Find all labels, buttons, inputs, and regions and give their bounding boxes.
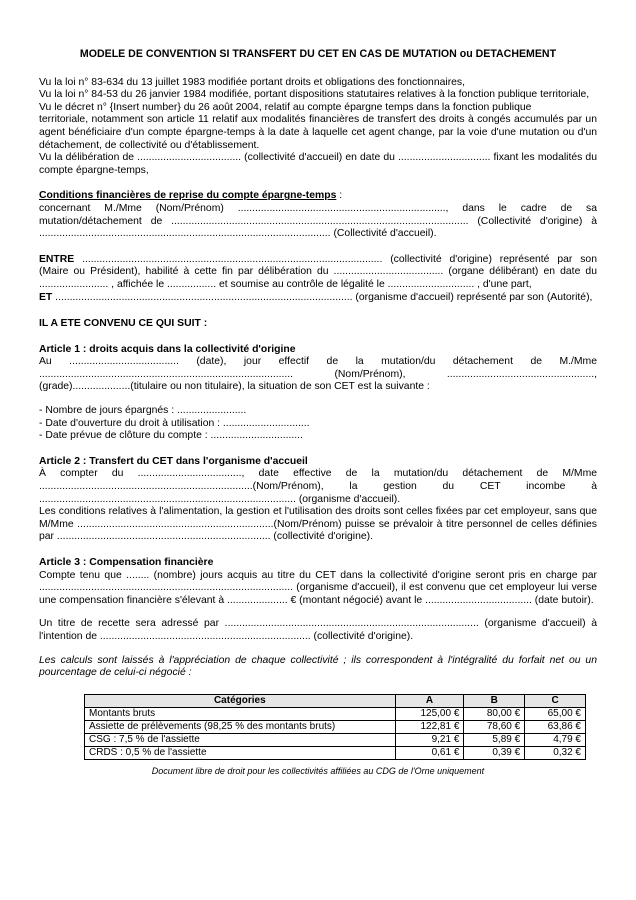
table-row: [85, 746, 586, 759]
convenu-heading: IL A ETE CONVENU CE QUI SUIT :: [39, 318, 208, 330]
document-footer: Document libre de droit pour les collectivités affiliées au CDG de l'Orne uniquement: [151, 765, 485, 776]
article-3-heading: Article 3 : Compensation financière: [39, 557, 214, 568]
table-cell: 78,60 €: [464, 720, 525, 733]
entre-label: ENTRE: [39, 253, 75, 265]
table-cell: 80,00 €: [464, 707, 525, 720]
preamble-line: Vu la délibération de .................................... (collectivité d'accueil) en date du ................................ fixant les modalités du compte épargne-temps,: [39, 152, 597, 176]
table-cell: Montants bruts: [85, 707, 396, 720]
article-3-text-2: Un titre de recette sera adressé par ........................................................................................ (organisme d'accueil) à l'intention de ......................................................................... (collectivité d'origine).: [39, 618, 597, 642]
table-cell: 4,79 €: [525, 733, 586, 746]
article-2: [39, 456, 597, 544]
preamble-line: Vu la loi n° 84-53 du 26 janvier 1984 modifiée, portant dispositions statutaires relatives à la fonction publique territoriale,: [39, 89, 590, 101]
table-cell: CSG : 7,5 % de l'assiette: [85, 733, 396, 746]
document-page: [39, 48, 597, 777]
column-header: A: [395, 694, 464, 707]
table-cell: 0,61 €: [395, 746, 464, 759]
article-1-item: - Date d'ouverture du droit à utilisation : ..............................: [39, 417, 310, 429]
article-2-text-1: À compter du ...................................., date effective de la mutation/du détachement de M/Mme ..........................................................................(Nom/Prénom), la gestion du CET incombe à ......................................................................................... (organisme d'accueil).: [39, 468, 597, 505]
column-header: B: [464, 694, 525, 707]
conditions-section: [39, 190, 597, 240]
table-header-row: [85, 694, 586, 707]
preamble: [39, 77, 597, 178]
compensation-table: [84, 694, 586, 760]
table-cell: CRDS : 0,5 % de l'assiette: [85, 746, 396, 759]
article-1-heading: Article 1 : droits acquis dans la collectivité d'origine: [39, 343, 296, 355]
parties-section: [39, 254, 597, 304]
et-label: ET: [39, 291, 53, 303]
entre-text: ........................................................................................................ (collectivité d'origine) représenté par son (Maire ou Président), habilité à cette fin par délibération du ...................................... (organe délibérant) en date du ........................ , affichée le ................. et soumise au contrôle de légalité le .............................. , d'une part,: [39, 253, 597, 290]
conditions-text: concernant M./Mme (Nom/Prénom) ........................................................................, dans le cadre de sa mutation/détachement de ....................................................................................................... (Collectivité d'origine) à ..................................................................................................... (Collectivité d'accueil).: [39, 202, 597, 240]
table-cell: 0,32 €: [525, 746, 586, 759]
table-row: [85, 707, 586, 720]
table-cell: Assiette de prélèvements (98,25 % des montants bruts): [85, 720, 396, 733]
document-title: MODELE DE CONVENTION SI TRANSFERT DU CET EN CAS DE MUTATION ou DETACHEMENT: [79, 48, 557, 60]
preamble-line: Vu la loi n° 83-634 du 13 juillet 1983 modifiée portant droits et obligations des fonctionnaires,: [39, 76, 466, 88]
conditions-heading: Conditions financières de reprise du compte épargne-temps: [39, 190, 337, 202]
table-cell: 0,39 €: [464, 746, 525, 759]
article-1-item: - Nombre de jours épargnés : ........................: [39, 405, 247, 417]
preamble-line: Vu le décret n° {Insert number} du 26 août 2004, relatif au compte épargne temps dans la fonction publique: [39, 101, 532, 113]
article-2-text-2: Les conditions relatives à l'alimentation, la gestion et l'utilisation des droits sont celles fixées par cet employeur, sans que M/Mme ....................................................................(Nom/Prénom) puisse se prévaloir à titre personnel de celles définies par .......................................................................... (collectivité d'origine).: [39, 506, 597, 543]
article-1-item: - Date prévue de clôture du compte : ................................: [39, 430, 303, 442]
conditions-heading-suffix: :: [336, 190, 343, 202]
table-cell: 122,81 €: [395, 720, 464, 733]
preamble-line: territoriale, notamment son article 11 relatif aux modalités financières de transfert des droits à congés accumulés par un agent bénéficiaire d'un compte épargne-temps à la date à laquelle cet agent change, par la voie d'une mutation ou d'un détachement, de collectivité ou d'établissement.: [39, 114, 597, 151]
table-cell: 9,21 €: [395, 733, 464, 746]
article-3-text-1: Compte tenu que ........ (nombre) jours acquis au titre du CET dans la collectivité d'origine seront pris en charge par ........................................................................................ (organisme d'accueil), il est convenu que cet employeur lui verse une compensation financière s'élevant à ..................... € (montant négocié) avant le ..................................... (date butoir).: [39, 569, 597, 606]
article-1-text: Au ...................................... (date), jour effectif de la mutation/du détachement de M./Mme ........................................................................................ (Nom/Prénom), ..................................................., (grade)....................(titulaire ou non titulaire), la situation de son CET est la suivante :: [39, 356, 597, 393]
article-3-note: Les calculs sont laissés à l'appréciation de chaque collectivité ; ils correspondent à l'intégralité du forfait net ou un pourcentage de celui-ci négocié :: [39, 654, 597, 679]
article-3: [39, 557, 597, 680]
table-cell: 125,00 €: [395, 707, 464, 720]
table-row: [85, 720, 586, 733]
table-row: [85, 733, 586, 746]
column-header: C: [525, 694, 586, 707]
table-cell: 63,86 €: [525, 720, 586, 733]
table-cell: 5,89 €: [464, 733, 525, 746]
column-header: Catégories: [85, 694, 396, 707]
article-2-heading: Article 2 : Transfert du CET dans l'organisme d'accueil: [39, 455, 308, 467]
article-1: [39, 344, 597, 443]
table-cell: 65,00 €: [525, 707, 586, 720]
et-text: ....................................................................................................... (organisme d'accueil) représenté par son (Autorité),: [52, 291, 593, 303]
